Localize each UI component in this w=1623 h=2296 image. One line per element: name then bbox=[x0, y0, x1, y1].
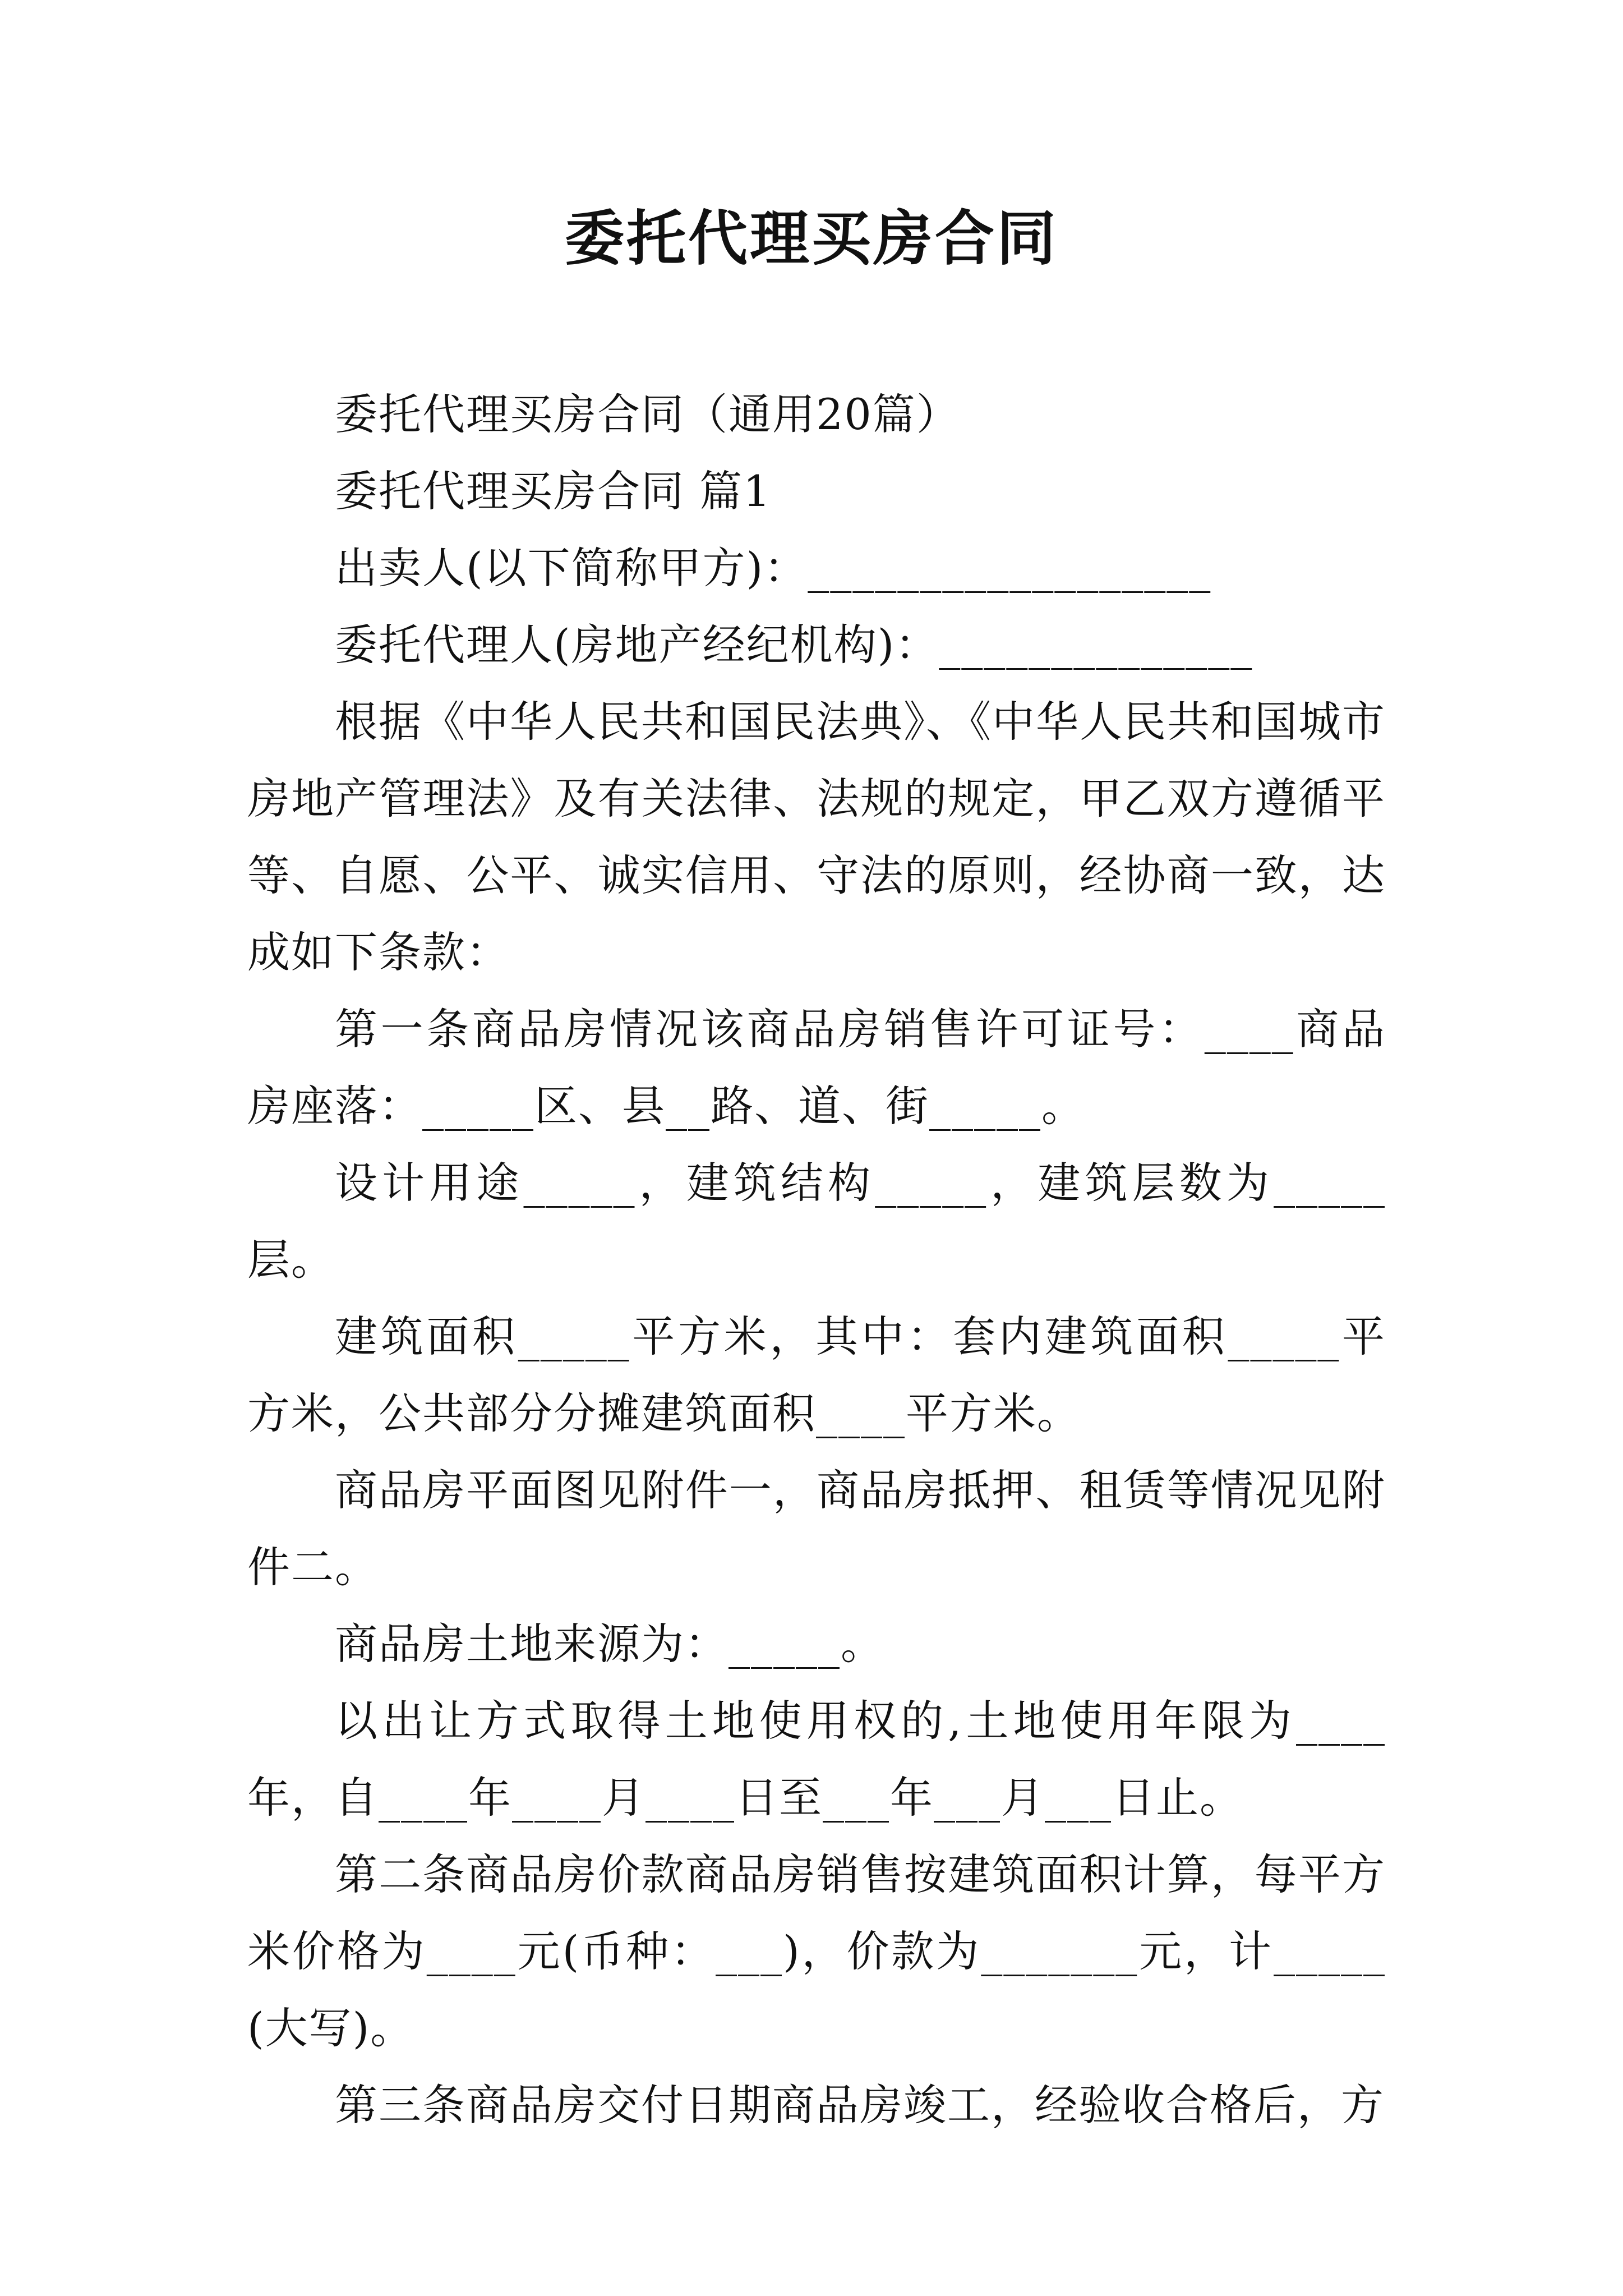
paragraph-article-3: 第三条商品房交付日期商品房竣工，经验收合格后，方 bbox=[335, 2080, 1385, 2130]
paragraph-article-2: 第二条商品房价款商品房销售按建筑面积计算，每平方米价格为____元(币种：___)，价款为_______元，计_____(大写)。 bbox=[247, 1849, 1386, 2053]
paragraph-preamble: 根据《中华人民共和国民法典》、《中华人民共和国城市房地产管理法》及有关法律、法规的规定，甲乙双方遵循平等、自愿、公平、诚实信用、守法的原则，经协商一致，达成如下条款： bbox=[247, 697, 1386, 977]
paragraph-seller: 出卖人(以下简称甲方)：__________________ bbox=[335, 543, 1212, 593]
paragraph-subtitle: 委托代理买房合同（通用20篇） bbox=[335, 389, 960, 439]
paragraph-floor-area: 建筑面积_____平方米，其中：套内建筑面积_____平方米，公共部分分摊建筑面积____平方米。 bbox=[247, 1312, 1386, 1438]
document-title: 委托代理买房合同 bbox=[565, 203, 1058, 273]
paragraph-design-use: 设计用途_____，建筑结构_____，建筑层数为_____层。 bbox=[247, 1158, 1386, 1285]
paragraph-attachments: 商品房平面图见附件一，商品房抵押、租赁等情况见附件二。 bbox=[247, 1465, 1386, 1592]
paragraph-agent: 委托代理人(房地产经纪机构)：______________ bbox=[335, 620, 1253, 670]
paragraph-land-source: 商品房土地来源为：_____。 bbox=[335, 1619, 884, 1669]
paragraph-land-term: 以出让方式取得土地使用权的,土地使用年限为____年，自____年____月____日至___年___月___日止。 bbox=[247, 1696, 1386, 1823]
paragraph-section-heading: 委托代理买房合同 篇1 bbox=[335, 466, 772, 516]
paragraph-article-1: 第一条商品房情况该商品房销售许可证号：____商品房座落：_____区、县__路、道、街_____。 bbox=[247, 1004, 1386, 1131]
document-body bbox=[247, 376, 1386, 2143]
